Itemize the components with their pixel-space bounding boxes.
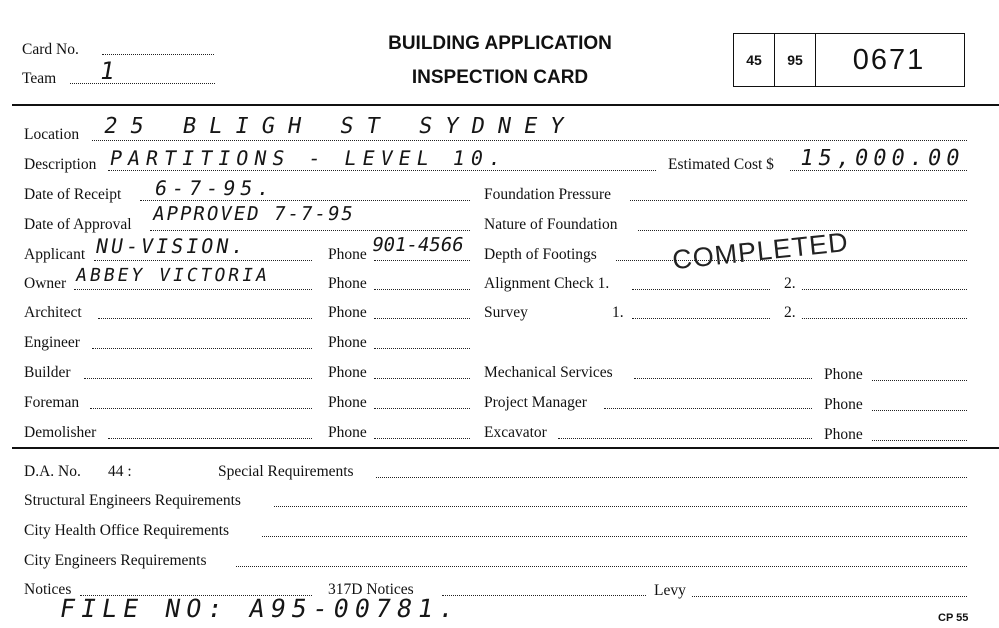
demolisher-line xyxy=(108,438,312,439)
location-label: Location xyxy=(24,126,80,143)
team-value: 1 xyxy=(97,57,122,85)
location-value: 25 BLIGH ST SYDNEY xyxy=(101,114,579,139)
project-manager-phone-line xyxy=(872,410,967,411)
da-no-value: 44 : xyxy=(108,463,132,480)
foreman-phone-label: Phone xyxy=(328,394,367,411)
date-of-approval-line xyxy=(150,230,470,231)
da-no-label: D.A. No. xyxy=(24,463,81,480)
engineer-line xyxy=(92,348,312,349)
applicant-label: Applicant xyxy=(24,246,86,263)
alignment-check-line-1 xyxy=(632,289,770,290)
estimated-cost-value: 15,000.00 xyxy=(797,146,967,171)
project-manager-label: Project Manager xyxy=(484,394,587,411)
file-number-handwritten: FILE NO: A95-00781. xyxy=(57,594,463,623)
project-manager-phone-label: Phone xyxy=(824,396,863,413)
foreman-phone-line xyxy=(374,408,470,409)
foundation-pressure-line xyxy=(630,200,967,201)
builder-line xyxy=(84,378,312,379)
card-no-line xyxy=(102,54,214,55)
notices-317d-line xyxy=(442,595,646,596)
survey-label: Survey xyxy=(484,304,528,321)
excavator-phone-label: Phone xyxy=(824,426,863,443)
foreman-label: Foreman xyxy=(24,394,80,411)
alignment-check-label: Alignment Check 1. xyxy=(484,275,610,292)
architect-label: Architect xyxy=(24,304,82,321)
header-rule xyxy=(12,104,999,106)
owner-label: Owner xyxy=(24,275,67,292)
structural-requirements-label: Structural Engineers Requirements xyxy=(24,492,241,509)
description-line xyxy=(108,170,656,171)
date-of-approval-value: APPROVED 7-7-95 xyxy=(151,203,357,225)
form-title-line2: INSPECTION CARD xyxy=(411,67,589,88)
demolisher-label: Demolisher xyxy=(24,424,97,441)
applicant-line xyxy=(94,260,312,261)
date-of-receipt-line xyxy=(140,200,470,201)
city-engineers-requirements-line xyxy=(236,566,967,567)
team-line xyxy=(70,83,215,84)
architect-phone-label: Phone xyxy=(328,304,367,321)
alignment-check-two-label: 2. xyxy=(784,275,796,292)
ref-number: 0671 xyxy=(852,43,926,76)
special-requirements-label: Special Requirements xyxy=(218,463,354,480)
project-manager-line xyxy=(604,408,812,409)
architect-phone-line xyxy=(374,318,470,319)
alignment-check-line-2 xyxy=(802,289,967,290)
survey-one-label: 1. xyxy=(612,304,624,321)
reference-box xyxy=(733,33,965,87)
applicant-phone-line xyxy=(374,260,470,261)
mechanical-phone-label: Phone xyxy=(824,366,863,383)
survey-line-2 xyxy=(802,318,967,319)
notices-label: Notices xyxy=(24,581,72,598)
builder-phone-line xyxy=(374,378,470,379)
excavator-line xyxy=(558,438,812,439)
engineer-phone-line xyxy=(374,348,470,349)
survey-line-1 xyxy=(632,318,770,319)
owner-value: ABBEY VICTORIA xyxy=(74,265,272,286)
card-no-label: Card No. xyxy=(22,41,79,58)
owner-phone-label: Phone xyxy=(328,275,367,292)
survey-two-label: 2. xyxy=(784,304,796,321)
city-engineers-requirements-label: City Engineers Requirements xyxy=(24,552,207,569)
levy-label: Levy xyxy=(654,582,686,599)
date-of-receipt-value: 6-7-95. xyxy=(152,176,277,200)
demolisher-phone-label: Phone xyxy=(328,424,367,441)
architect-line xyxy=(98,318,312,319)
builder-label: Builder xyxy=(24,364,71,381)
form-code: CP 55 xyxy=(938,612,969,624)
mechanical-services-label: Mechanical Services xyxy=(484,364,613,381)
location-line xyxy=(92,140,967,141)
builder-phone-label: Phone xyxy=(328,364,367,381)
ref-cell-b: 95 xyxy=(775,34,816,86)
notices-317d-label: 317D Notices xyxy=(328,581,414,598)
excavator-phone-line xyxy=(872,440,967,441)
date-of-receipt-label: Date of Receipt xyxy=(24,186,122,203)
owner-line xyxy=(74,289,312,290)
applicant-value: NU-VISION. xyxy=(93,234,249,258)
estimated-cost-label: Estimated Cost $ xyxy=(668,156,774,173)
structural-requirements-line xyxy=(274,506,967,507)
details-rule xyxy=(12,447,999,449)
mechanical-phone-line xyxy=(872,380,967,381)
owner-phone-line xyxy=(374,289,470,290)
ref-cell-a: 45 xyxy=(734,34,775,86)
description-value: PARTITIONS - LEVEL 10. xyxy=(107,146,510,170)
foundation-pressure-label: Foundation Pressure xyxy=(484,186,612,203)
foreman-line xyxy=(90,408,312,409)
health-requirements-label: City Health Office Requirements xyxy=(24,522,230,539)
depth-of-footings-label: Depth of Footings xyxy=(484,246,597,263)
description-label: Description xyxy=(24,156,97,173)
engineer-phone-label: Phone xyxy=(328,334,367,351)
demolisher-phone-line xyxy=(374,438,470,439)
nature-of-foundation-label: Nature of Foundation xyxy=(484,216,618,233)
team-label: Team xyxy=(22,70,57,87)
health-requirements-line xyxy=(262,536,967,537)
form-title-line1: BUILDING APPLICATION xyxy=(388,33,612,54)
applicant-phone-label: Phone xyxy=(328,246,367,263)
date-of-approval-label: Date of Approval xyxy=(24,216,132,233)
levy-line xyxy=(692,596,967,597)
engineer-label: Engineer xyxy=(24,334,80,351)
mechanical-services-line xyxy=(634,378,812,379)
completed-stamp: COMPLETED xyxy=(670,226,851,276)
special-requirements-line xyxy=(376,477,967,478)
excavator-label: Excavator xyxy=(484,424,547,441)
applicant-phone-value: 901-4566 xyxy=(370,234,466,256)
